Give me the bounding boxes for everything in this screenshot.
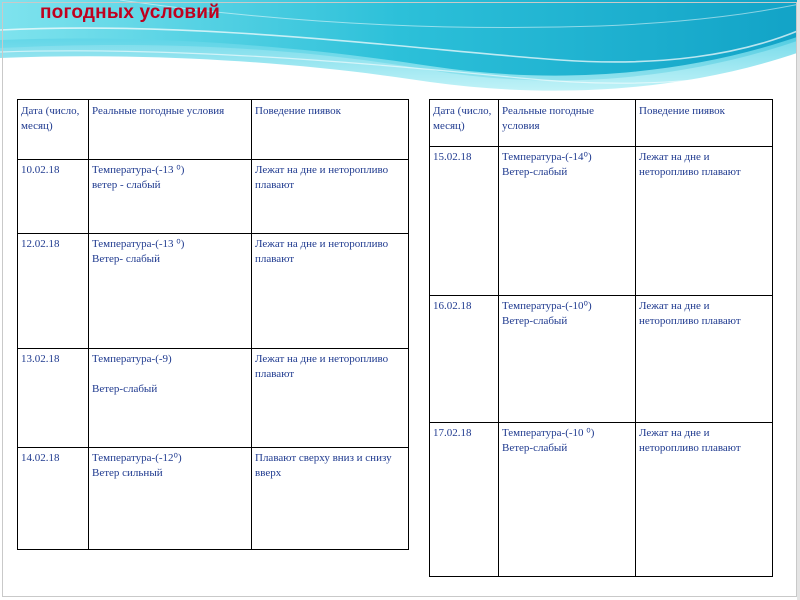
behavior-cell: Лежат на дне и неторопливо плавают: [252, 160, 409, 234]
temperature-text: Температура-(-10 ⁰): [502, 427, 595, 439]
observation-table-left: [17, 99, 409, 550]
weather-cell: [89, 349, 252, 448]
header-behavior: Поведение пиявок: [636, 100, 773, 147]
temperature-text: Температура-(-12⁰): [92, 452, 182, 464]
wind-text: Ветер сильный: [92, 467, 163, 479]
header-weather: Реальные погодные условия: [499, 100, 636, 147]
table-row: [18, 160, 409, 234]
header-date: Дата (число, месяц): [18, 100, 89, 160]
wind-text: Ветер-слабый: [502, 315, 568, 327]
behavior-cell: Лежат на дне и неторопливо плавают: [252, 234, 409, 349]
weather-cell: [499, 296, 636, 423]
date-cell: 12.02.18: [18, 234, 89, 349]
date-cell: 10.02.18: [18, 160, 89, 234]
date-cell: 13.02.18: [18, 349, 89, 448]
weather-cell: [89, 160, 252, 234]
weather-cell: [499, 423, 636, 577]
wind-text: Ветер- слабый: [92, 253, 160, 265]
weather-cell: [89, 234, 252, 349]
behavior-cell: Лежат на дне и неторопливо плавают: [252, 349, 409, 448]
temperature-text: Температура-(-14⁰): [502, 151, 592, 163]
table-row: [18, 234, 409, 349]
header-date: Дата (число, месяц): [430, 100, 499, 147]
weather-cell: [89, 448, 252, 550]
wind-text: Ветер-слабый: [502, 166, 568, 178]
weather-cell: [499, 147, 636, 296]
table-row: [18, 349, 409, 448]
observation-table-right: [429, 99, 773, 577]
table-header-row: [430, 100, 773, 147]
behavior-cell: Плавают сверху вниз и снизу вверх: [252, 448, 409, 550]
line-spacer: [92, 367, 248, 382]
header-weather: Реальные погодные условия: [89, 100, 252, 160]
wind-text: Ветер-слабый: [92, 383, 158, 395]
table-row: [18, 448, 409, 550]
temperature-text: Температура-(-13 ⁰): [92, 164, 185, 176]
wind-text: ветер - слабый: [92, 179, 161, 191]
behavior-cell: Лежат на дне и неторопливо плавают: [636, 423, 773, 577]
temperature-text: Температура-(-9): [92, 353, 172, 365]
table-row: [430, 296, 773, 423]
temperature-text: Температура-(-10⁰): [502, 300, 592, 312]
date-cell: 17.02.18: [430, 423, 499, 577]
date-cell: 15.02.18: [430, 147, 499, 296]
table-row: [430, 147, 773, 296]
header-behavior: Поведение пиявок: [252, 100, 409, 160]
temperature-text: Температура-(-13 ⁰): [92, 238, 185, 250]
table-header-row: [18, 100, 409, 160]
table-row: [430, 423, 773, 577]
behavior-cell: Лежат на дне и неторопливо плавают: [636, 296, 773, 423]
wind-text: Ветер-слабый: [502, 442, 568, 454]
behavior-cell: Лежат на дне и неторопливо плавают: [636, 147, 773, 296]
date-cell: 16.02.18: [430, 296, 499, 423]
date-cell: 14.02.18: [18, 448, 89, 550]
page-title: погодных условий: [40, 2, 221, 23]
